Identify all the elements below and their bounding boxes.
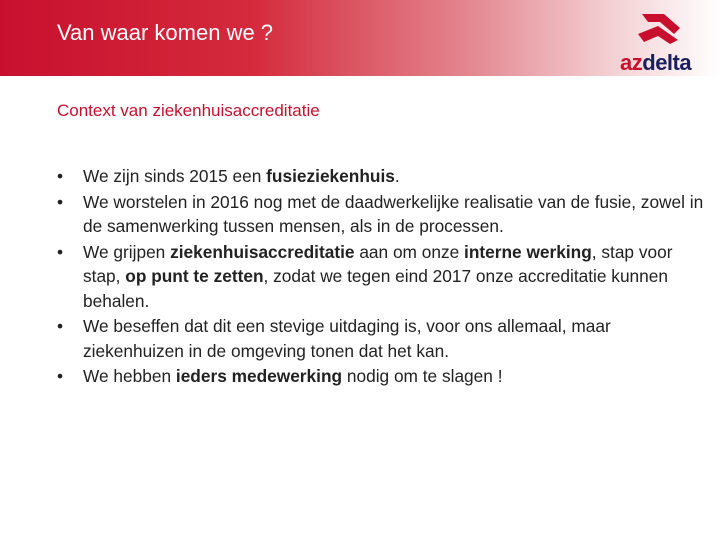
az-delta-logo <box>612 12 712 76</box>
bullet-emphasis: op punt te zetten <box>125 266 264 286</box>
bullet-text: We grijpen <box>83 241 171 262</box>
bullet-text: We worstelen in 2016 nog met de daadwerkelijke realisatie van de fusie, zowel in de samenwerking tussen mensen, als in de processen. <box>83 191 704 236</box>
bullet-text: We hebben <box>83 366 176 386</box>
slide-title: Van waar komen we ? <box>57 20 274 45</box>
bullet-list <box>50 164 710 390</box>
bullet-icon: • <box>57 241 64 262</box>
bullet-icon: • <box>57 191 64 212</box>
bullet-icon: • <box>57 166 64 186</box>
bullet-emphasis: ieders medewerking <box>175 366 343 386</box>
bullet-item <box>50 364 710 389</box>
bullet-emphasis: interne werking <box>464 241 592 262</box>
bullet-text: nodig om te slagen ! <box>342 366 503 386</box>
bullet-item <box>50 240 710 314</box>
bullet-emphasis: fusieziekenhuis <box>266 166 395 186</box>
bullet-emphasis: ziekenhuisaccreditatie <box>170 241 355 262</box>
bullet-item <box>50 314 710 363</box>
bullet-text: aan om onze <box>354 241 465 262</box>
bullet-text: , stap voor stap, <box>83 241 673 286</box>
bullet-text: We zijn sinds 2015 een <box>83 166 267 186</box>
bullet-item <box>50 190 710 239</box>
logo-wordmark-delta: delta <box>642 50 692 75</box>
bullet-icon: • <box>57 366 64 386</box>
bullet-item <box>50 164 710 189</box>
logo-wordmark-az: az <box>620 50 643 75</box>
az-delta-arrow-icon <box>634 12 690 46</box>
logo-wordmark <box>620 50 691 76</box>
bullet-text: . <box>394 166 400 186</box>
slide-subtitle: Context van ziekenhuisaccreditatie <box>57 101 320 120</box>
bullet-text: We beseffen dat dit een stevige uitdaging is, voor ons allemaal, maar ziekenhuizen in de omgeving tonen dat het kan. <box>83 316 611 361</box>
bullet-text: , zodat we tegen eind 2017 onze accreditatie kunnen behalen. <box>83 266 668 311</box>
bullet-icon: • <box>57 316 64 336</box>
